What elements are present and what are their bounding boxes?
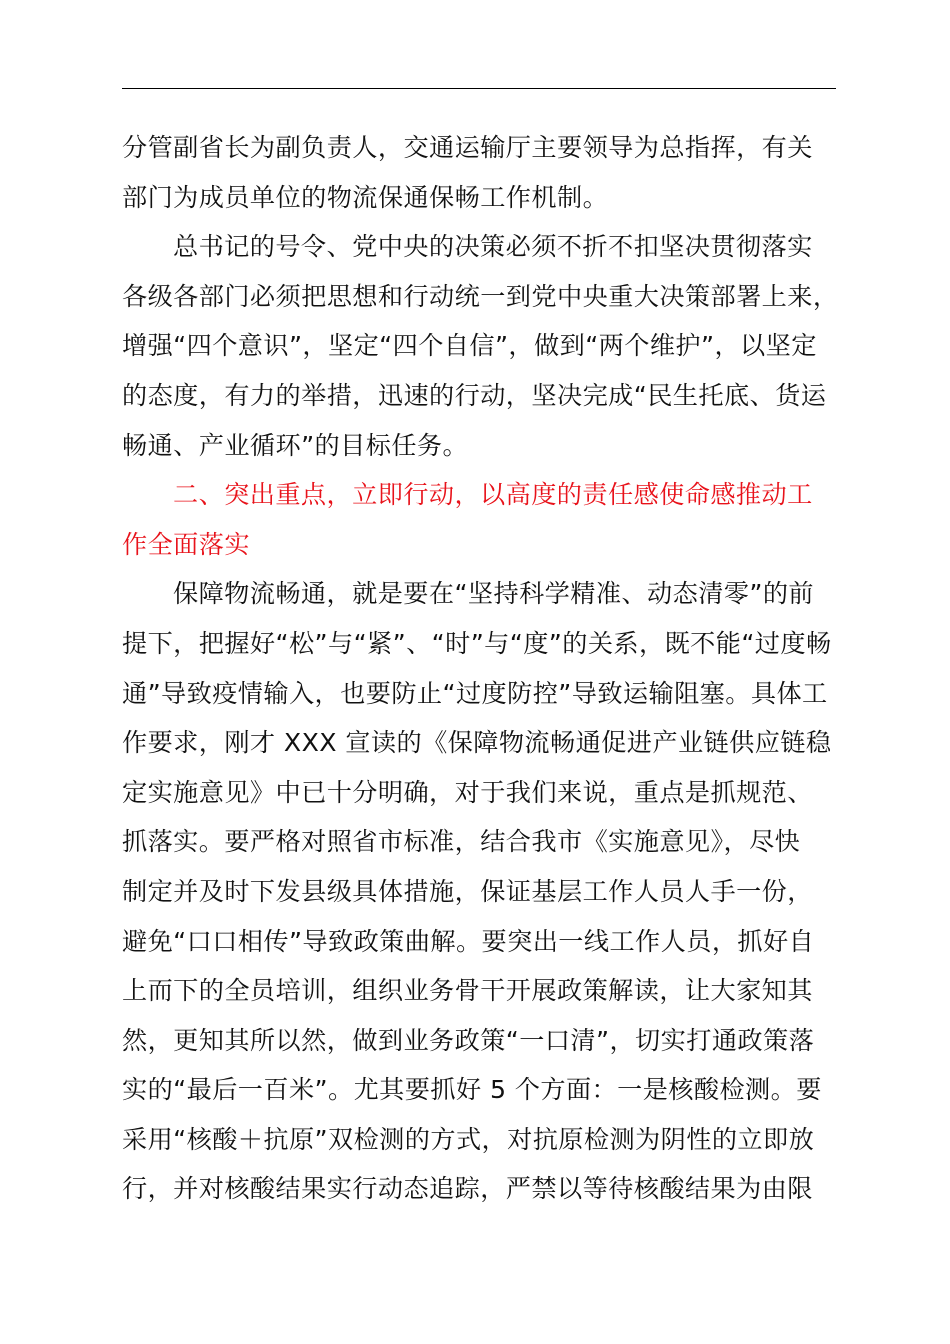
text-line: 定实施意见》中已十分明确，对于我们来说，重点是抓规范、	[122, 777, 813, 807]
text-line: 增强“四个意识”，坚定“四个自信”，做到“两个维护”，以坚定	[122, 331, 817, 361]
text-line: 提下，把握好“松”与“紧”、“时”与“度”的关系，既不能“过度畅	[122, 628, 832, 658]
text-line: 然，更知其所以然，做到业务政策“一口清”，切实打通政策落	[122, 1025, 815, 1055]
text-line: 采用“核酸＋抗原”双检测的方式，对抗原检测为阴性的立即放	[122, 1124, 815, 1154]
text-line: 实的“最后一百米”。尤其要抓好 5 个方面：一是核酸检测。要	[122, 1075, 822, 1105]
text-line: 行，并对核酸结果实行动态追踪，严禁以等待核酸结果为由限	[122, 1174, 813, 1204]
text-line: 保障物流畅通，就是要在“坚持科学精准、动态清零”的前	[173, 579, 814, 609]
text-line: 各级各部门必须把思想和行动统一到党中央重大决策部署上来，	[122, 281, 839, 311]
text-line: 部门为成员单位的物流保通保畅工作机制。	[122, 182, 609, 212]
document-body	[122, 123, 842, 1214]
section-heading-line: 作全面落实	[122, 529, 250, 559]
text-line: 抓落实。要严格对照省市标准，结合我市《实施意见》，尽快	[122, 827, 801, 857]
text-line: 上而下的全员培训，组织业务骨干开展政策解读，让大家知其	[122, 976, 813, 1006]
section-heading-line: 二、突出重点，立即行动，以高度的责任感使命感推动工	[173, 480, 813, 510]
text-line: 分管副省长为副负责人，交通运输厅主要领导为总指挥，有关	[122, 133, 813, 162]
text-line: 避免“口口相传”导致政策曲解。要突出一线工作人员，抓好自	[122, 926, 815, 956]
text-line: 总书记的号令、党中央的决策必须不折不扣坚决贯彻落实	[173, 232, 813, 262]
header-rule	[122, 88, 836, 89]
text-line: 畅通、产业循环”的目标任务。	[122, 430, 469, 460]
text-line: 通”导致疫情输入，也要防止“过度防控”导致运输阻塞。具体工	[122, 678, 828, 708]
text-line: 作要求，刚才 XXX 宣读的《保障物流畅通促进产业链供应链稳	[122, 728, 832, 758]
text-line: 的态度，有力的举措，迅速的行动，坚决完成“民生托底、货运	[122, 380, 827, 410]
text-line: 制定并及时下发县级具体措施，保证基层工作人员人手一份，	[122, 876, 813, 906]
